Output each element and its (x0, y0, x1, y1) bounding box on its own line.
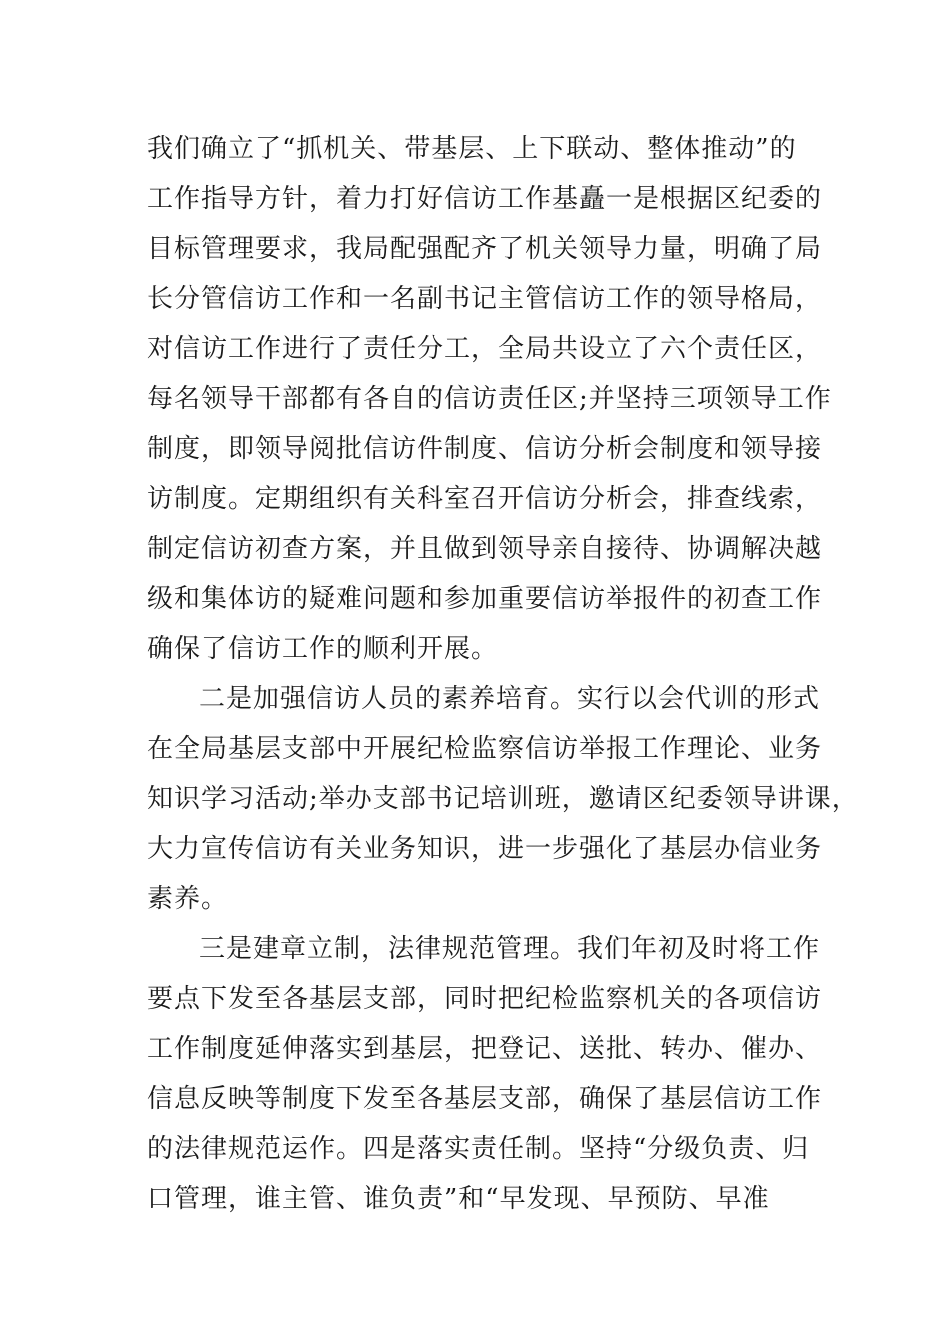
text-line: 要点下发至各基层支部，同时把纪检监察机关的各项信访 (147, 984, 823, 1014)
text-line: 口管理，谁主管、谁负责”和“早发现、早预防、早准 (147, 1184, 770, 1214)
paragraph-start-line: 三是建章立制，法律规范管理。我们年初及时将工作 (199, 934, 821, 964)
text-line: 目标管理要求，我局配强配齐了机关领导力量，明确了局 (147, 234, 823, 264)
text-line: 每名领导干部都有各自的信访责任区;并坚持三项领导工作 (147, 384, 832, 414)
text-line: 级和集体访的疑难问题和参加重要信访举报件的初查工作 (147, 584, 823, 614)
text-line: 工作指导方针，着力打好信访工作基矗一是根据区纪委的 (147, 184, 823, 214)
text-line: 我们确立了“抓机关、带基层、上下联动、整体推动”的 (147, 134, 797, 164)
text-line: 的法律规范运作。四是落实责任制。坚持“分级负责、归 (147, 1134, 810, 1164)
text-line: 长分管信访工作和一名副书记主管信访工作的领导格局， (147, 284, 823, 314)
text-line: 素养。 (147, 884, 229, 914)
text-line: 制度，即领导阅批信访件制度、信访分析会制度和领导接 (147, 434, 823, 464)
text-line: 知识学习活动;举办支部书记培训班，邀请区纪委领导讲课， (147, 784, 859, 814)
text-line: 对信访工作进行了责任分工，全局共设立了六个责任区， (147, 334, 823, 364)
text-line: 信息反映等制度下发至各基层支部，确保了基层信访工作 (147, 1084, 823, 1114)
text-line: 在全局基层支部中开展纪检监察信访举报工作理论、业务 (147, 734, 823, 764)
text-line: 大力宣传信访有关业务知识，进一步强化了基层办信业务 (147, 834, 823, 864)
paragraph-start-line: 二是加强信访人员的素养培育。实行以会代训的形式 (199, 684, 821, 714)
document-body (147, 124, 859, 1224)
text-line: 工作制度延伸落实到基层，把登记、送批、转办、催办、 (147, 1034, 823, 1064)
text-line: 访制度。定期组织有关科室召开信访分析会，排查线索， (147, 484, 823, 514)
text-line: 确保了信访工作的顺利开展。 (147, 634, 499, 664)
text-line: 制定信访初查方案，并且做到领导亲自接待、协调解决越 (147, 534, 823, 564)
